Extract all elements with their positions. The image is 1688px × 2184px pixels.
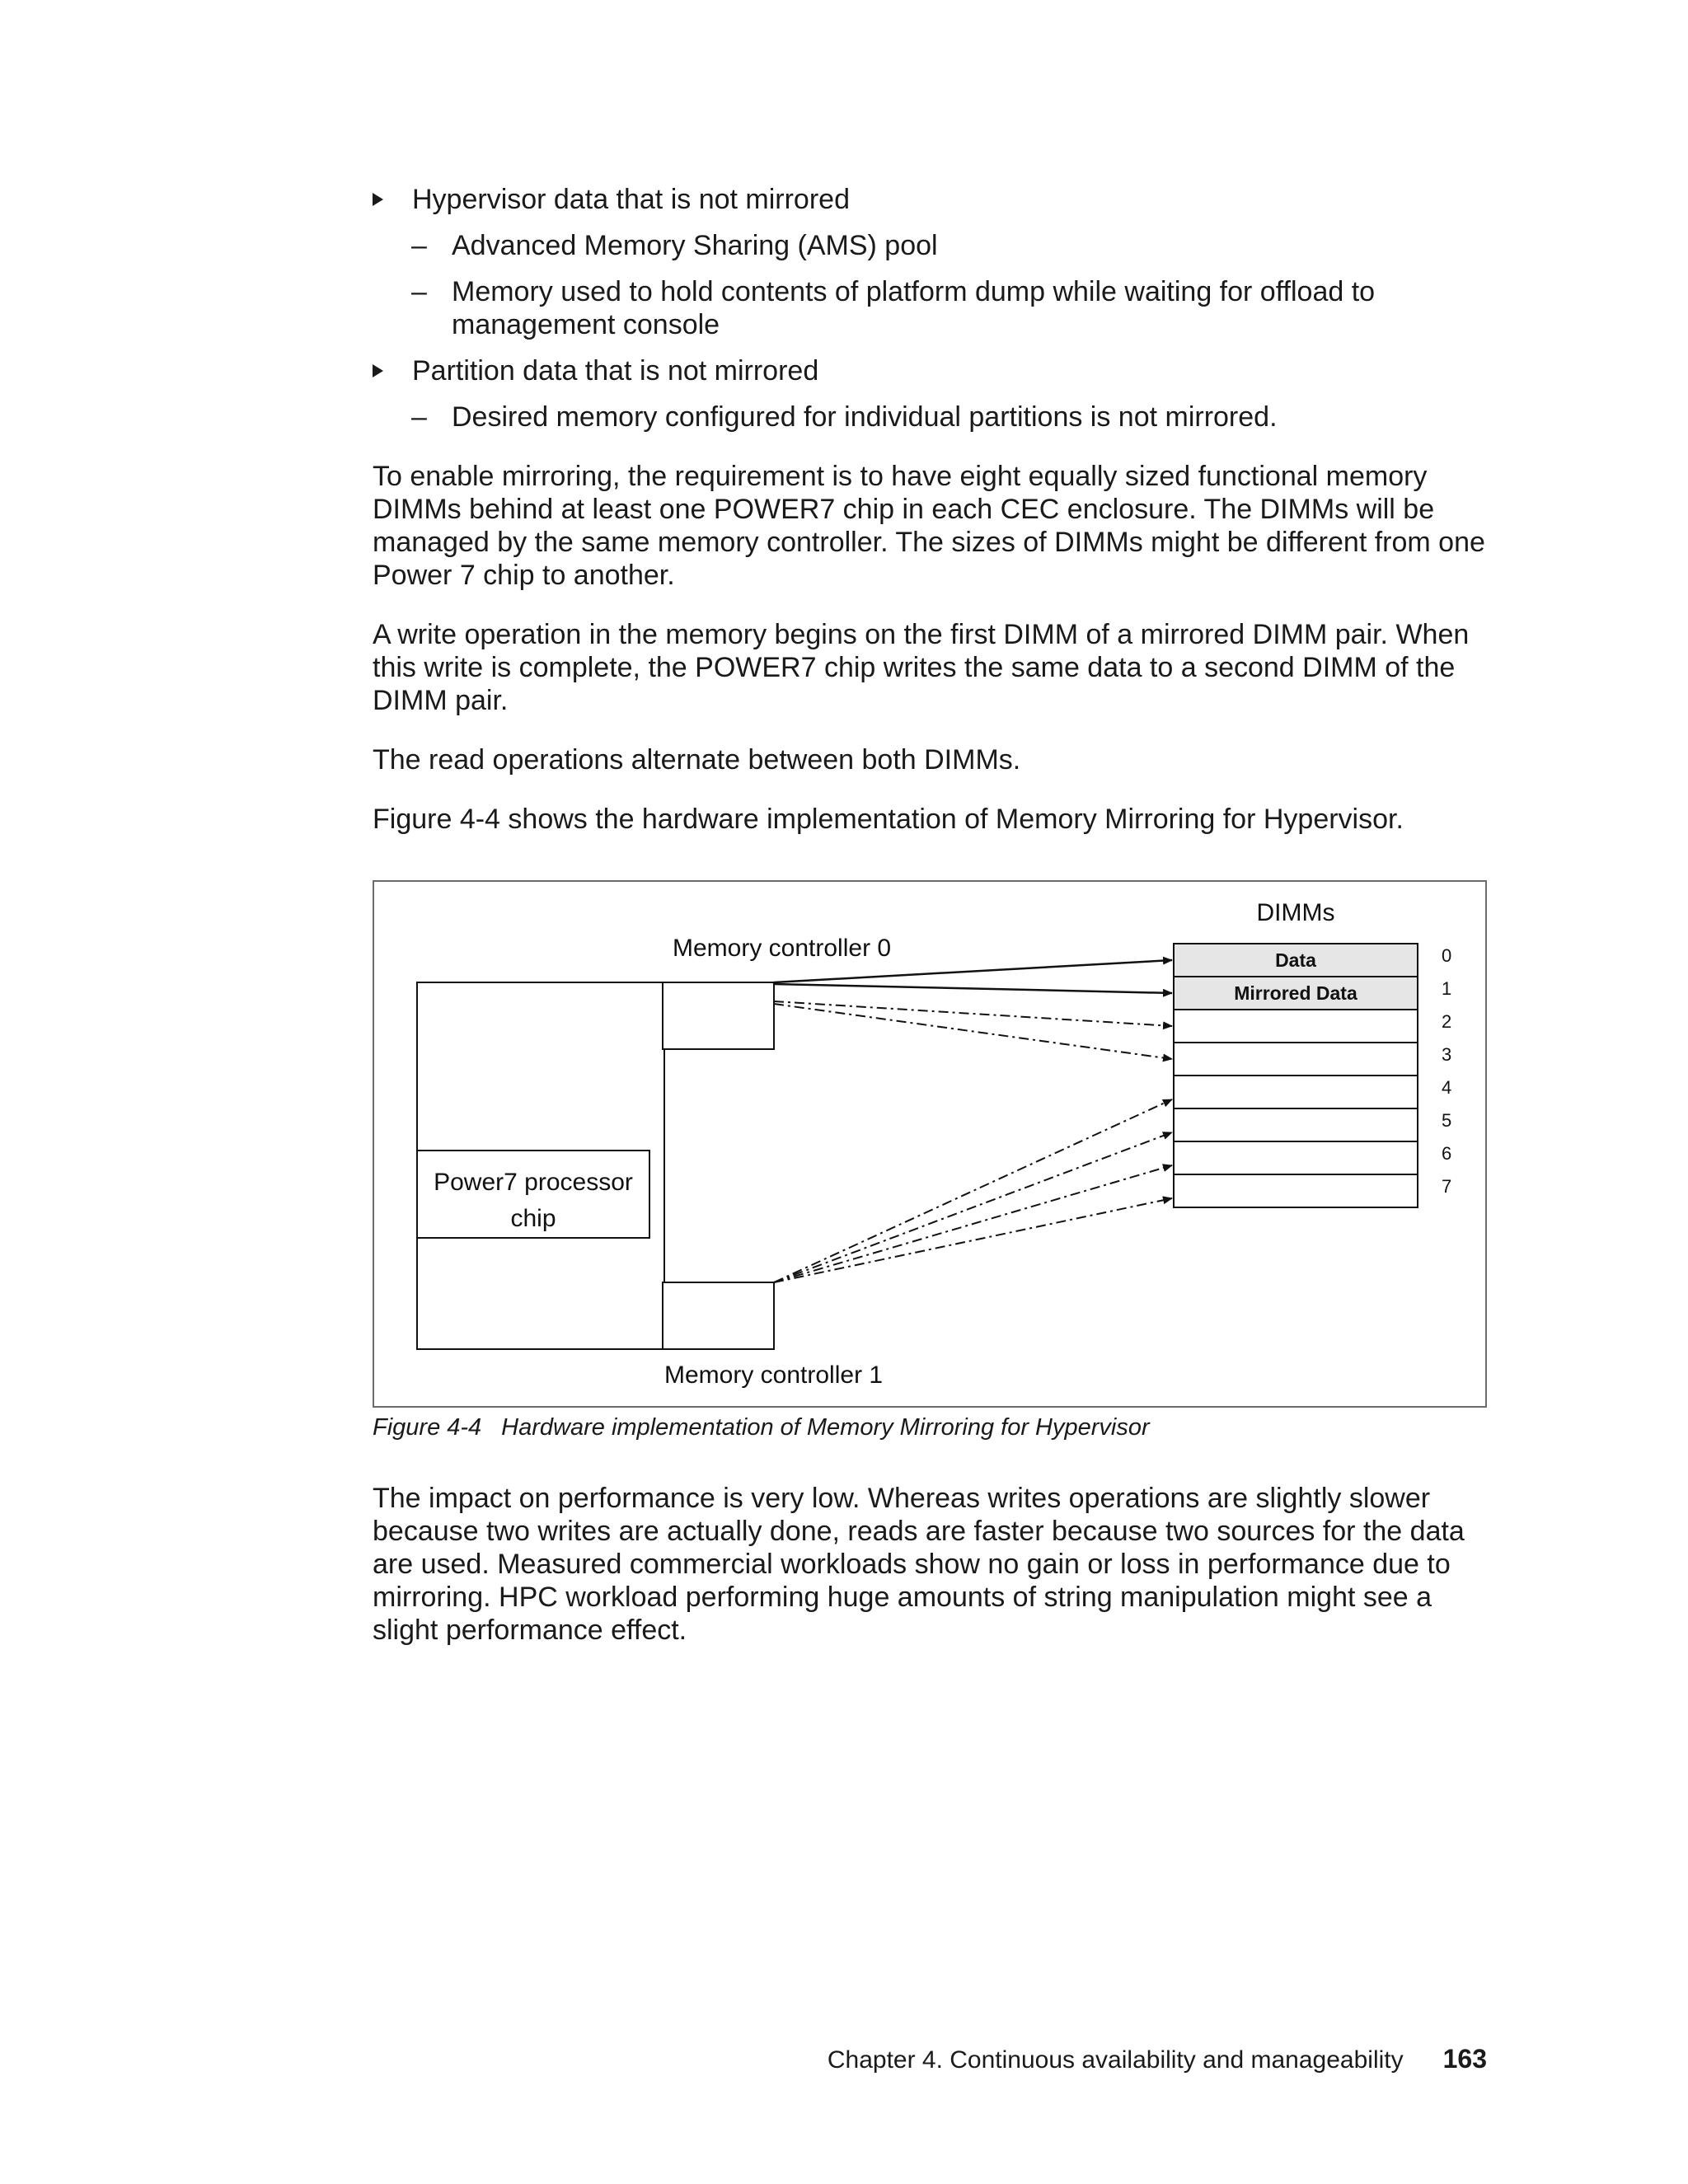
chip-label-line1: Power7 processor [434, 1169, 633, 1196]
paragraph-enable-mirroring: To enable mirroring, the requirement is to have eight equally sized functional memory DIMMs behind at least one POWER7 chip in each CEC enclosure. The DIMMs will be managed by the same memory controller. The sizes of DIMMs might be different from one Power 7 chip to another. [373, 461, 1485, 591]
dimm-slot-3 [1174, 1043, 1418, 1076]
figure-memory-mirroring [373, 880, 1487, 1408]
dimms-title: DIMMs [1256, 899, 1335, 926]
dashed-arrow-dimm-2 [774, 1001, 1172, 1026]
sub-item-text: Desired memory configured for individual partitions is not mirrored. [452, 401, 1278, 433]
paragraph-performance-impact: The impact on performance is very low. Whereas writes operations are slightly slower because two writes are actually done, reads are faster because two sources for the data are used. Measured commercial workloads show no gain or loss in performance due to mirroring. HPC workload performing huge amounts of string manipulation might see a slight performance effect. [373, 1483, 1465, 1646]
page-footer [828, 2044, 1487, 2075]
dimm-number-0: 0 [1442, 945, 1452, 966]
figure-caption [373, 1413, 1150, 1442]
paragraph-figure-reference: Figure 4-4 shows the hardware implementation of Memory Mirroring for Hypervisor. [373, 804, 1404, 835]
figure-diagram [374, 882, 1489, 1409]
caption-number: Figure 4-4 [373, 1414, 482, 1441]
paragraph-write-operation: A write operation in the memory begins on the first DIMM of a mirrored DIMM pair. When this write is complete, the POWER7 chip writes the same data to a second DIMM of the DIMM pair. [373, 619, 1470, 716]
bullet-marker-icon [373, 364, 383, 377]
write-arrow-dimm-1 [774, 984, 1172, 993]
bullet-text: Partition data that is not mirrored [412, 355, 819, 387]
dimm-slot-4 [1174, 1076, 1418, 1108]
body-text-bottom [373, 1482, 1493, 1673]
dimm-number-2: 2 [1442, 1011, 1452, 1032]
bullet-item-partition-data [373, 354, 1485, 387]
bullet-marker-icon [373, 193, 383, 206]
dimm-slot-7 [1174, 1174, 1418, 1207]
dimm-slot-6 [1174, 1141, 1418, 1174]
sub-item-text: Memory used to hold contents of platform dump while waiting for offload to [452, 276, 1376, 307]
dashed-arrow-dimm-6 [774, 1165, 1172, 1282]
chip-label-line2: chip [510, 1205, 556, 1232]
dashed-arrow-dimm-4 [774, 1099, 1172, 1282]
dash-marker: – [411, 276, 427, 307]
dimm-number-3: 3 [1442, 1044, 1452, 1065]
dimm-number-7: 7 [1442, 1176, 1452, 1197]
memory-controller-0-label: Memory controller 0 [673, 935, 892, 962]
memory-controller-0-box [663, 982, 774, 1049]
dimm-number-1: 1 [1442, 978, 1452, 999]
dimm-number-4: 4 [1442, 1077, 1452, 1098]
footer-chapter-title: Chapter 4. Continuous availability and manageability [827, 2046, 1404, 2074]
dashed-arrow-dimm-3 [774, 1004, 1172, 1059]
sub-item-ams-pool [373, 229, 1485, 262]
dimm-stack [1174, 944, 1451, 1207]
dash-marker: – [411, 401, 427, 433]
dimm-number-5: 5 [1442, 1110, 1452, 1131]
dash-marker: – [411, 230, 427, 261]
sub-item-text: Advanced Memory Sharing (AMS) pool [452, 230, 938, 261]
caption-text: Hardware implementation of Memory Mirroring for Hypervisor [501, 1414, 1150, 1441]
bullet-item-hypervisor-data [373, 183, 1485, 216]
sub-item-desired-memory [373, 401, 1485, 434]
dimm-slot-2 [1174, 1010, 1418, 1043]
write-arrow-dimm-0 [774, 960, 1172, 982]
page-number: 163 [1442, 2044, 1487, 2074]
sub-item-platform-dump [373, 275, 1485, 341]
body-text-top [373, 183, 1485, 862]
dashed-arrow-dimm-7 [774, 1198, 1172, 1282]
dimm-slot-5 [1174, 1108, 1418, 1141]
paragraph-read-operations: The read operations alternate between both DIMMs. [373, 744, 1021, 776]
dimm-label-1: Mirrored Data [1234, 982, 1357, 1004]
sub-item-text: management console [452, 309, 720, 340]
dimm-label-0: Data [1275, 949, 1316, 971]
memory-controller-1-box [663, 1282, 774, 1349]
dashed-arrow-dimm-5 [774, 1132, 1172, 1282]
memory-controller-1-label: Memory controller 1 [664, 1361, 884, 1389]
bullet-text: Hypervisor data that is not mirrored [412, 184, 850, 215]
dimm-number-6: 6 [1442, 1143, 1452, 1164]
